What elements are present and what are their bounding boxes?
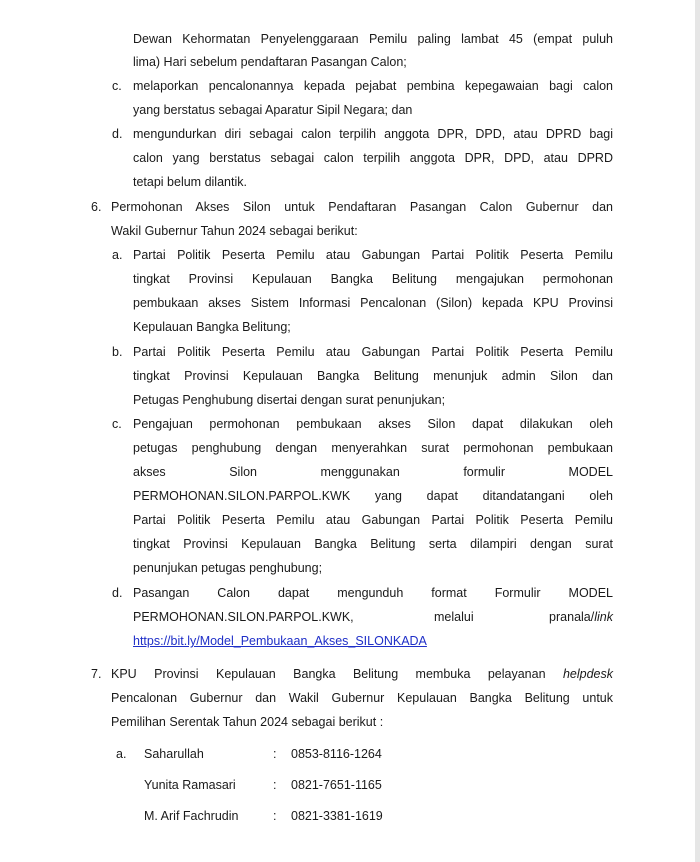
- section-6-item-c-line-2: petugas penghubung dengan menyerahkan surat permohonan pembukaan: [133, 441, 613, 455]
- contact-phone: 0821-7651-1165: [291, 778, 382, 792]
- contact-phone: 0821-3381-1619: [291, 809, 383, 823]
- section-7-line-2: Pencalonan Gubernur dan Wakil Gubernur Kepulauan Bangka Belitung untuk: [111, 691, 613, 705]
- section-6-item-c-line-3: akses Silon menggunakan formulir MODEL: [133, 465, 613, 479]
- section-6-item-d-line-2-end: [549, 609, 613, 625]
- pranala-text: pranala/: [549, 610, 595, 624]
- contact-name: Saharullah: [144, 747, 204, 761]
- section-6-item-c-line-4: PERMOHONAN.SILON.PARPOL.KWK yang dapat ditandatangani oleh: [133, 489, 613, 503]
- contact-separator: :: [273, 747, 277, 761]
- link-italic-text: link: [594, 610, 613, 624]
- section-6-item-a-line-3: pembukaan akses Sistem Informasi Pencalonan (Silon) kepada KPU Provinsi: [133, 296, 613, 310]
- prev-item-c-line-1: melaporkan pencalonannya kepada pejabat pembina kepegawaian bagi calon: [133, 79, 613, 93]
- section-6-item-a-marker: a.: [112, 248, 123, 262]
- section-6-line-1: Permohonan Akses Silon untuk Pendaftaran Pasangan Calon Gubernur dan: [111, 200, 613, 214]
- section-6-item-b-line-3: Petugas Penghubung disertai dengan surat penunjukan;: [133, 393, 446, 407]
- continuation-line-1: Dewan Kehormatan Penyelenggaraan Pemilu paling lambat 45 (empat puluh: [133, 32, 613, 46]
- access-form-link[interactable]: https://bit.ly/Model_Pembukaan_Akses_SILONKADA: [133, 634, 427, 648]
- section-7-number: 7.: [91, 667, 102, 681]
- section-6-item-a-line-2: tingkat Provinsi Kepulauan Bangka Belitung mengajukan permohonan: [133, 272, 613, 286]
- section-6-item-d-line-1: Pasangan Calon dapat mengunduh format Formulir MODEL: [133, 586, 613, 600]
- section-6-item-c-line-6: tingkat Provinsi Kepulauan Bangka Belitung serta dilampiri dengan surat: [133, 537, 613, 551]
- section-6-item-c-line-1: Pengajuan permohonan pembukaan akses Silon dapat dilakukan oleh: [133, 417, 613, 431]
- prev-item-d-line-1: mengundurkan diri sebagai calon terpilih anggota DPR, DPD, atau DPRD bagi: [133, 127, 613, 141]
- contact-phone: 0853-8116-1264: [291, 747, 382, 761]
- section-7-line-1: [111, 666, 613, 682]
- helpdesk-italic-text: helpdesk: [562, 667, 613, 681]
- contact-separator: :: [273, 778, 277, 792]
- contacts-marker: a.: [116, 747, 127, 761]
- contact-name: M. Arif Fachrudin: [144, 809, 239, 823]
- section-6-item-c-line-5: Partai Politik Peserta Pemilu atau Gabungan Partai Politik Peserta Pemilu: [133, 513, 613, 527]
- section-6-line-2: Wakil Gubernur Tahun 2024 sebagai berikut:: [111, 224, 358, 238]
- section-6-item-c-marker: c.: [112, 417, 122, 431]
- section-7-line-3: Pemilihan Serentak Tahun 2024 sebagai berikut :: [111, 715, 384, 729]
- section-6-item-b-line-2: tingkat Provinsi Kepulauan Bangka Belitung menunjuk admin Silon dan: [133, 369, 613, 383]
- prev-item-d-marker: d.: [112, 127, 123, 141]
- section-6-item-c-line-7: penunjukan petugas penghubung;: [133, 561, 323, 575]
- continuation-line-2: lima) Hari sebelum pendaftaran Pasangan Calon;: [133, 55, 407, 69]
- prev-item-d-line-3: tetapi belum dilantik.: [133, 175, 247, 189]
- section-6-item-d-line-2-start: PERMOHONAN.SILON.PARPOL.KWK,: [133, 610, 354, 624]
- section-6-item-d-line-2-mid: melalui: [434, 610, 474, 624]
- prev-item-d-line-2: calon yang berstatus sebagai calon terpilih anggota DPR, DPD, atau DPRD: [133, 151, 613, 165]
- contact-name: Yunita Ramasari: [144, 778, 236, 792]
- section-6-item-a-line-1: Partai Politik Peserta Pemilu atau Gabungan Partai Politik Peserta Pemilu: [133, 248, 613, 262]
- section-6-item-d-marker: d.: [112, 586, 123, 600]
- contact-separator: :: [273, 809, 277, 823]
- section-6-item-b-line-1: Partai Politik Peserta Pemilu atau Gabungan Partai Politik Peserta Pemilu: [133, 345, 613, 359]
- prev-item-c-line-2: yang berstatus sebagai Aparatur Sipil Negara; dan: [133, 103, 413, 117]
- section-7-line-1-text: KPU Provinsi Kepulauan Bangka Belitung membuka pelayanan: [111, 667, 563, 681]
- prev-item-c-marker: c.: [112, 79, 122, 93]
- section-6-number: 6.: [91, 200, 102, 214]
- page-edge: [695, 0, 700, 862]
- section-6-item-b-marker: b.: [112, 345, 123, 359]
- section-6-item-a-line-4: Kepulauan Bangka Belitung;: [133, 320, 291, 334]
